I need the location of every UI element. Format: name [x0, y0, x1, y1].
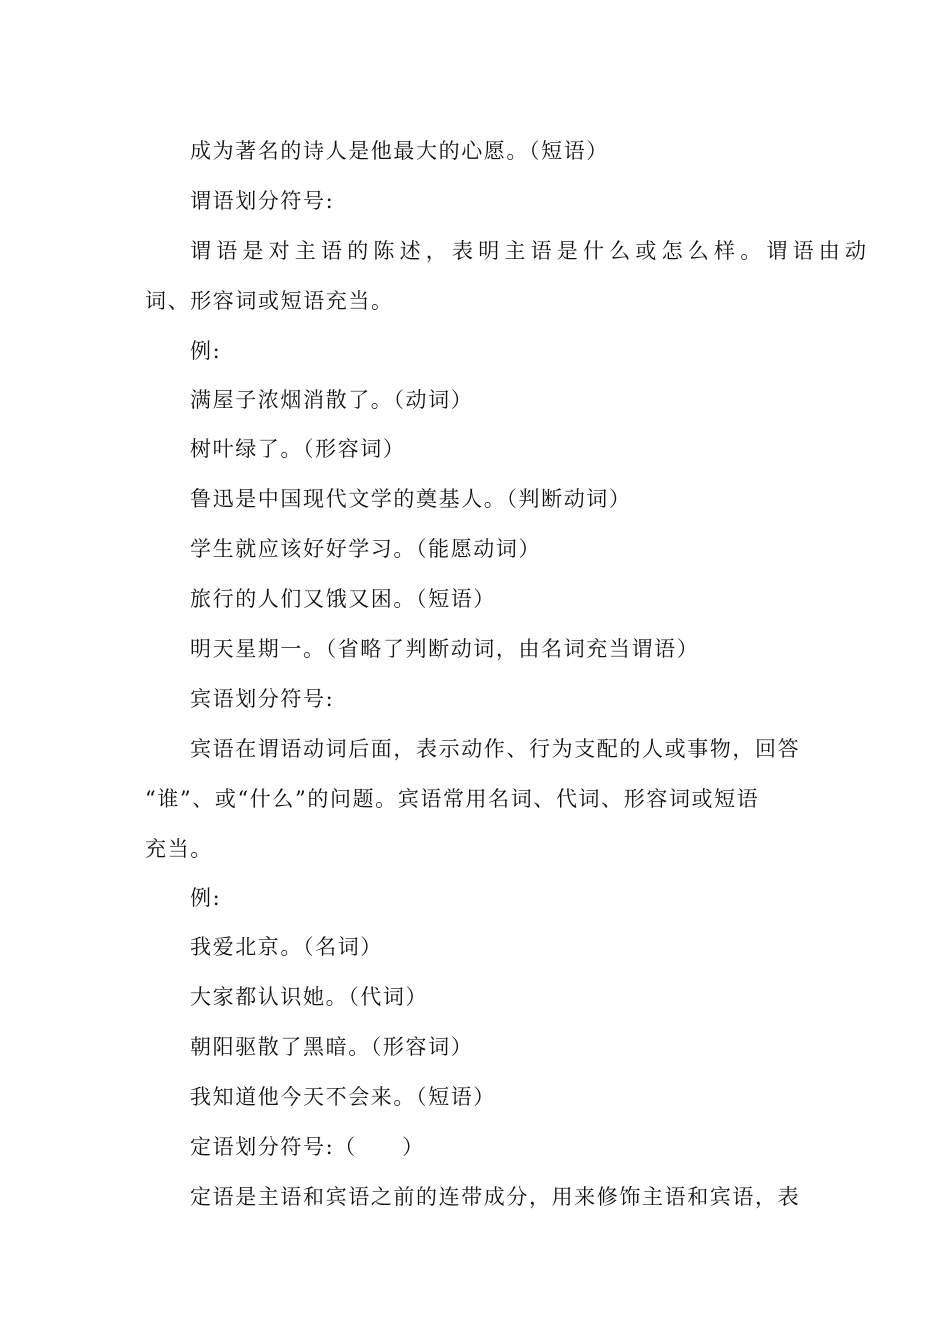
example-line: 大家都认识她。（代词）: [190, 985, 429, 1009]
example-line: 树叶绿了。（形容词）: [190, 437, 406, 461]
example-line: 学生就应该好好学习。（能愿动词）: [190, 537, 542, 561]
text-line: 谓语是对主语的陈述，表明主语是什么或怎么样。谓语由动: [190, 239, 872, 263]
text-line: 宾语在谓语动词后面，表示动作、行为支配的人或事物，回答: [190, 737, 801, 761]
section-heading-predicate: 谓语划分符号:: [190, 189, 335, 213]
section-heading-attribute: 定语划分符号:（ ）: [190, 1135, 425, 1159]
text-line: 词、形容词或短语充当。: [145, 289, 394, 313]
example-line: 我爱北京。（名词）: [190, 935, 383, 959]
example-line: 旅行的人们又饿又困。（短语）: [190, 587, 496, 611]
example-label: 例:: [190, 339, 222, 363]
example-line: 朝阳驱散了黑暗。（形容词）: [190, 1035, 474, 1059]
example-line: 明天星期一。（省略了判断动词，由名词充当谓语）: [190, 637, 700, 661]
example-line: 我知道他今天不会来。（短语）: [190, 1085, 496, 1109]
example-label: 例:: [190, 886, 222, 910]
text-line: 成为著名的诗人是他最大的心愿。（短语）: [190, 139, 609, 163]
text-line: “谁”、或“什么”的问题。宾语常用名词、代词、形容词或短语: [145, 787, 760, 811]
text-line: 充当。: [145, 837, 213, 861]
text-line: 定语是主语和宾语之前的连带成分，用来修饰主语和宾语，表: [190, 1185, 801, 1209]
example-line: 鲁迅是中国现代文学的奠基人。（判断动词）: [190, 487, 632, 511]
example-line: 满屋子浓烟消散了。（动词）: [190, 388, 474, 412]
section-heading-object: 宾语划分符号:: [190, 687, 335, 711]
